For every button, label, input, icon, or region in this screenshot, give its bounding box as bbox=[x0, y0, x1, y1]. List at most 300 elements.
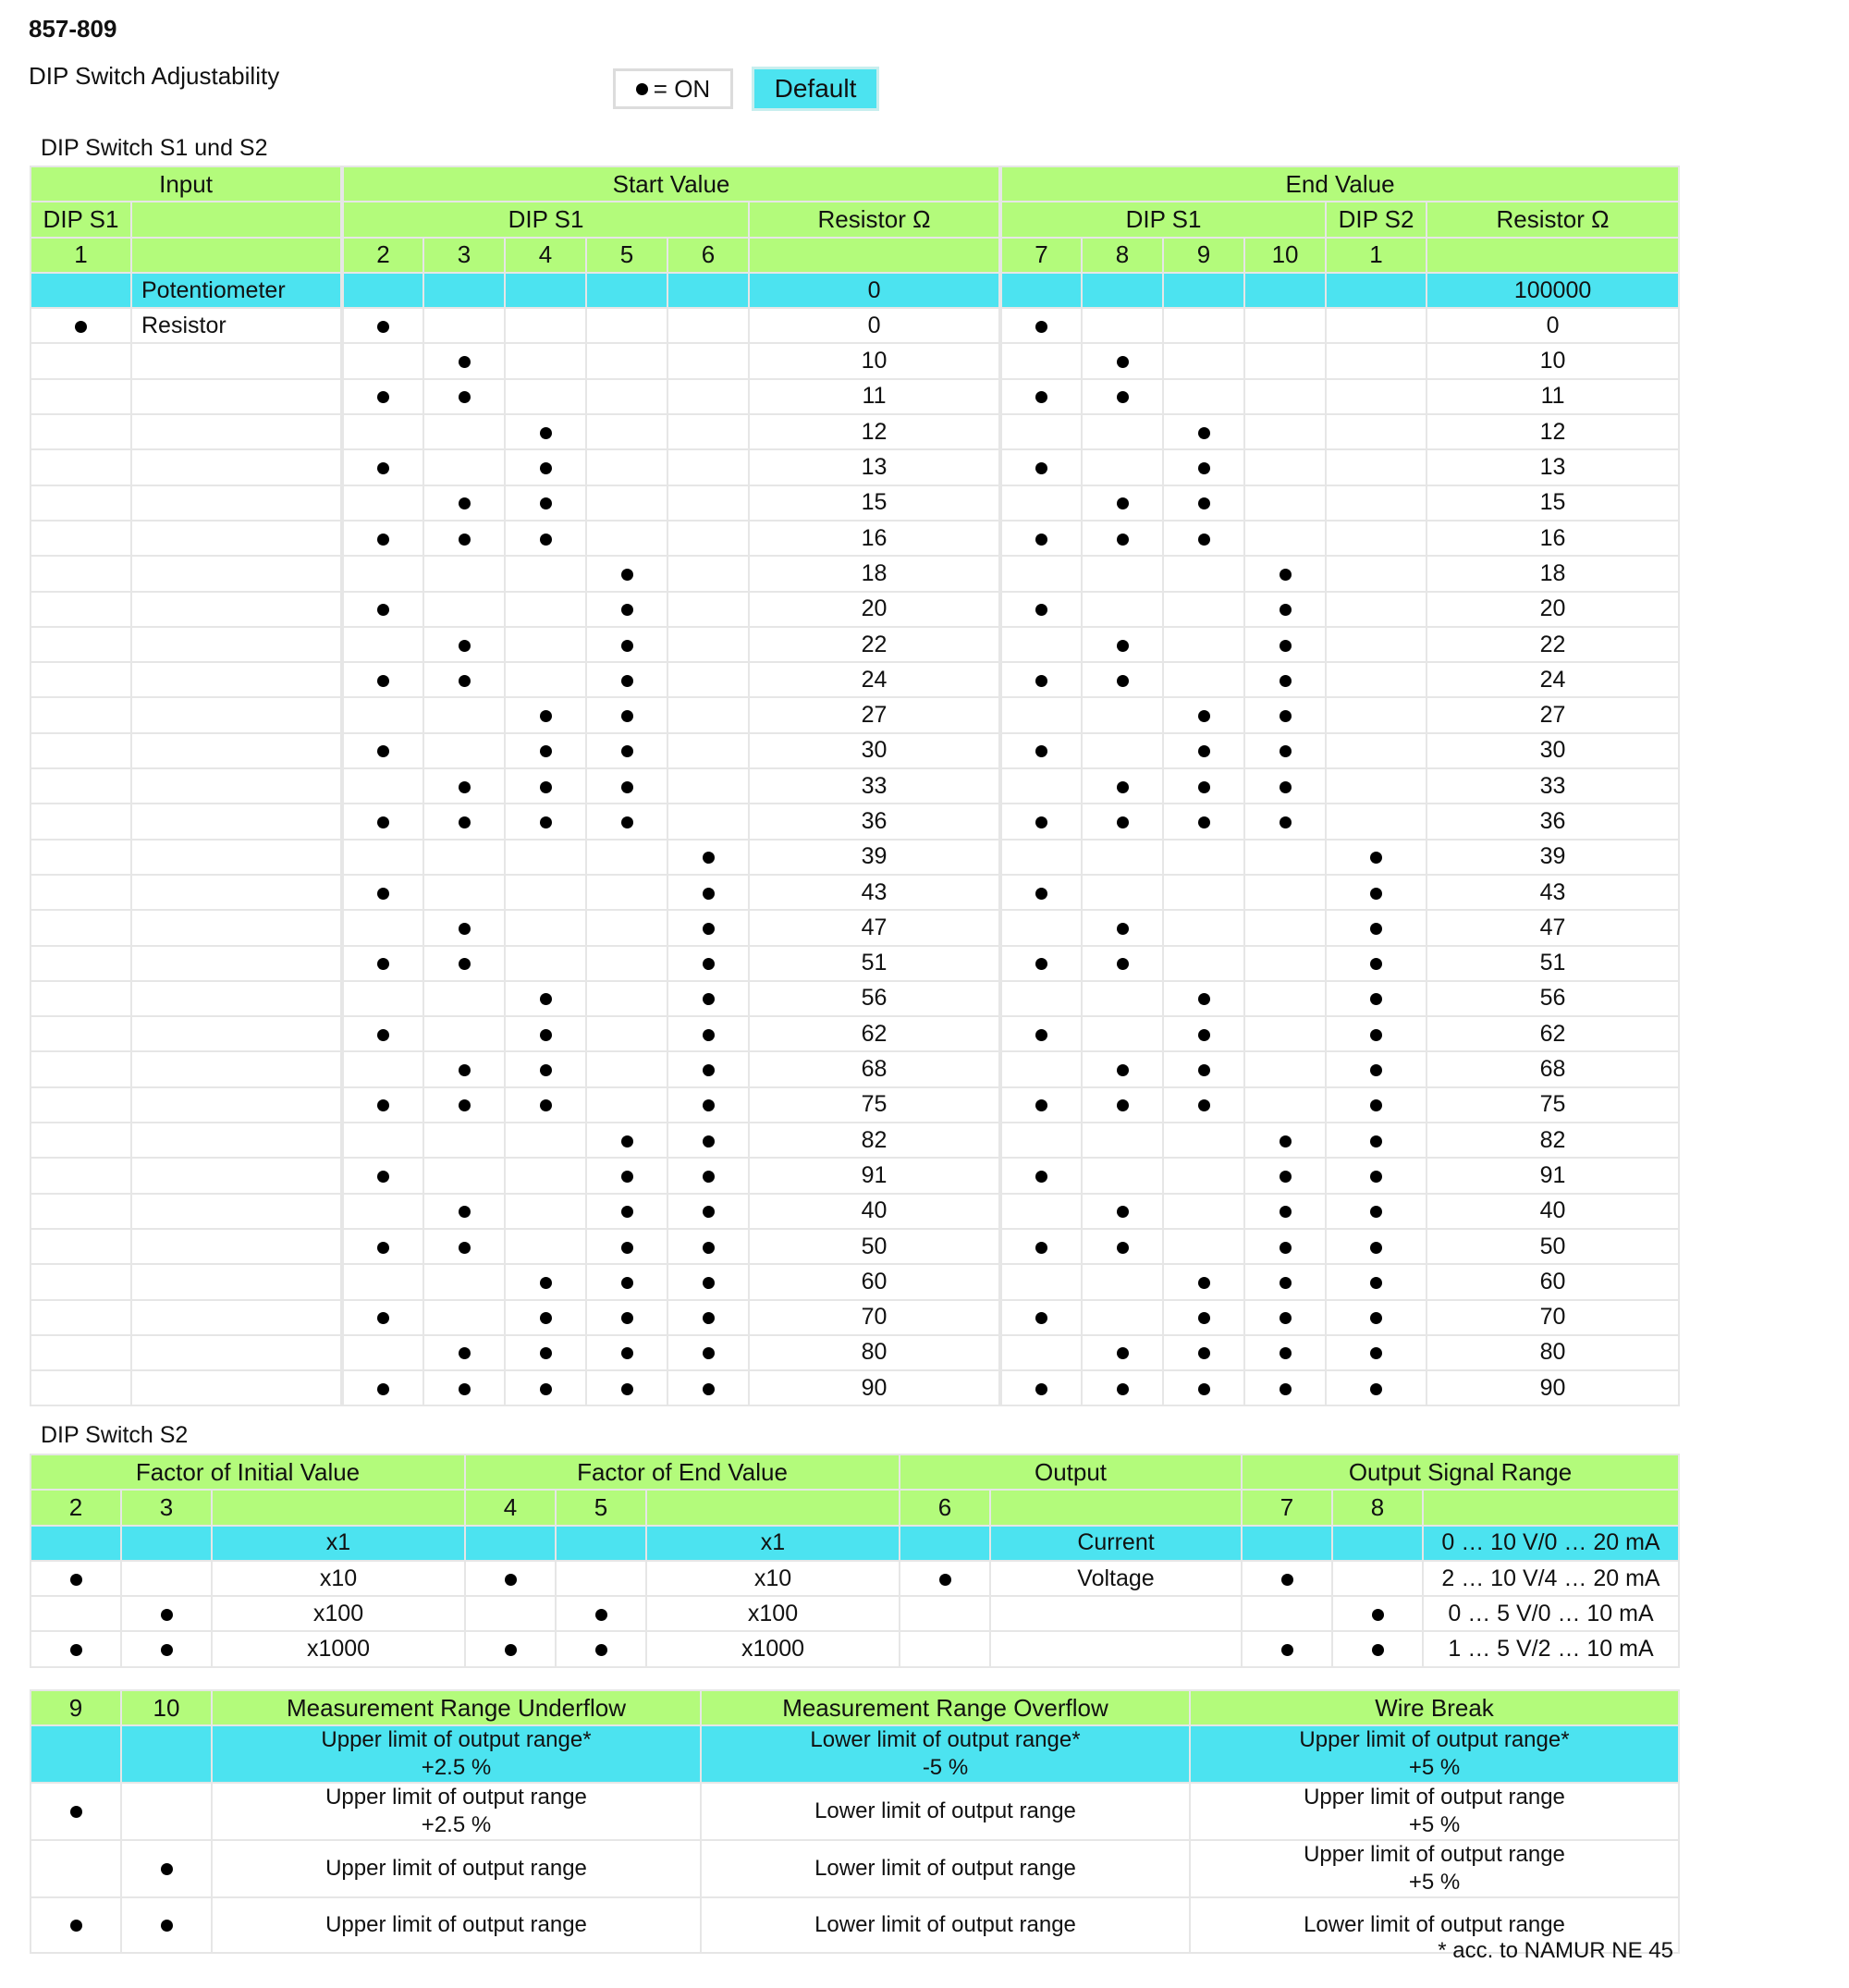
input-name bbox=[131, 1370, 342, 1405]
dip-cell bbox=[667, 485, 749, 521]
dip-cell bbox=[667, 273, 749, 308]
legend-on bbox=[613, 68, 733, 109]
dip-cell bbox=[1326, 449, 1427, 485]
input-name bbox=[131, 379, 342, 414]
table-row bbox=[31, 1229, 1679, 1264]
on-dot-icon bbox=[1117, 356, 1129, 368]
col-header-empty bbox=[131, 238, 342, 273]
dip-cell bbox=[586, 697, 667, 732]
on-dot-icon bbox=[1281, 1644, 1293, 1656]
overflow-cell-line1: Lower limit of output range bbox=[814, 1912, 1076, 1937]
dip-cell bbox=[423, 1051, 505, 1086]
dip-cell bbox=[1244, 521, 1326, 556]
on-dot-icon bbox=[459, 1347, 471, 1359]
on-dot-icon bbox=[595, 1644, 607, 1656]
input-name bbox=[131, 875, 342, 910]
dip-cell bbox=[1326, 1335, 1427, 1370]
dip-cell bbox=[1163, 521, 1244, 556]
on-dot-icon bbox=[540, 1099, 552, 1111]
group-header-output: Output bbox=[900, 1454, 1242, 1490]
table-row bbox=[31, 449, 1679, 485]
signal-range: 0 … 10 V/0 … 20 mA bbox=[1423, 1526, 1679, 1561]
start-resistor-value: 70 bbox=[749, 1300, 1000, 1335]
on-dot-icon bbox=[1280, 1206, 1292, 1218]
dip-cell bbox=[1244, 308, 1326, 343]
dip-cell bbox=[1326, 910, 1427, 945]
on-dot-icon bbox=[703, 993, 715, 1005]
dip-cell bbox=[1082, 1300, 1163, 1335]
dip-cell bbox=[900, 1631, 990, 1666]
wire-break-cell-line2: +5 % bbox=[1408, 1870, 1461, 1895]
col-header: 3 bbox=[423, 238, 505, 273]
dip-cell bbox=[342, 946, 423, 981]
dip-cell bbox=[1000, 662, 1082, 697]
dip-cell bbox=[586, 379, 667, 414]
input-name bbox=[131, 449, 342, 485]
on-dot-icon bbox=[1280, 1383, 1292, 1395]
input-name bbox=[131, 840, 342, 875]
dip-cell bbox=[1242, 1526, 1332, 1561]
dip-cell bbox=[1163, 733, 1244, 768]
dip-cell bbox=[1000, 946, 1082, 981]
on-dot-icon bbox=[621, 675, 633, 687]
on-dot-icon bbox=[703, 852, 715, 864]
dip-cell bbox=[1082, 1051, 1163, 1086]
table-row bbox=[31, 414, 1679, 449]
dip-cell bbox=[586, 840, 667, 875]
dip-cell bbox=[667, 592, 749, 627]
table-row bbox=[31, 556, 1679, 591]
output-type bbox=[990, 1596, 1242, 1631]
end-resistor-value: 36 bbox=[1427, 804, 1679, 839]
dip-cell bbox=[121, 1897, 212, 1953]
on-dot-icon bbox=[1198, 1099, 1210, 1111]
end-resistor-value: 27 bbox=[1427, 697, 1679, 732]
input-dip-cell bbox=[31, 768, 131, 804]
on-dot-icon bbox=[1117, 1064, 1129, 1076]
table-row bbox=[31, 1370, 1679, 1405]
dip-cell bbox=[423, 875, 505, 910]
wire-break-cell-line1: Upper limit of output range bbox=[1304, 1785, 1565, 1810]
dip-cell bbox=[1000, 556, 1082, 591]
table-row bbox=[31, 662, 1679, 697]
dip-cell bbox=[121, 1596, 212, 1631]
dip-cell bbox=[1000, 1087, 1082, 1123]
col-header-empty bbox=[212, 1490, 465, 1525]
dip-cell bbox=[667, 768, 749, 804]
dip-cell bbox=[1000, 1370, 1082, 1405]
dip-cell bbox=[31, 1725, 121, 1783]
dip-cell bbox=[1244, 556, 1326, 591]
on-dot-icon bbox=[377, 1029, 389, 1041]
dip-cell bbox=[1000, 592, 1082, 627]
dip-cell bbox=[667, 1229, 749, 1264]
dip-cell bbox=[1000, 1051, 1082, 1086]
overflow-cell-line2: -5 % bbox=[922, 1755, 969, 1780]
table-row bbox=[31, 521, 1679, 556]
on-dot-icon bbox=[377, 888, 389, 900]
on-dot-icon bbox=[459, 1064, 471, 1076]
on-dot-icon bbox=[540, 427, 552, 439]
input-dip-cell bbox=[31, 1123, 131, 1158]
input-dip-cell bbox=[31, 308, 131, 343]
dip-cell bbox=[505, 1229, 586, 1264]
start-resistor-value: 15 bbox=[749, 485, 1000, 521]
dip-cell bbox=[1332, 1526, 1423, 1561]
dip-cell bbox=[1082, 556, 1163, 591]
table-row bbox=[31, 379, 1679, 414]
end-resistor-value: 68 bbox=[1427, 1051, 1679, 1086]
dip-cell bbox=[1326, 1158, 1427, 1193]
on-dot-icon bbox=[1035, 1242, 1047, 1254]
on-dot-icon bbox=[621, 1277, 633, 1289]
dip-cell bbox=[1082, 1194, 1163, 1229]
input-name bbox=[131, 733, 342, 768]
on-dot-icon bbox=[1370, 1029, 1382, 1041]
on-dot-icon bbox=[540, 534, 552, 546]
on-dot-icon bbox=[1117, 781, 1129, 793]
on-dot-icon bbox=[1198, 1312, 1210, 1324]
dip-cell bbox=[1082, 485, 1163, 521]
start-resistor-value: 91 bbox=[749, 1158, 1000, 1193]
wire-break-cell bbox=[1190, 1783, 1679, 1840]
dip-cell bbox=[1082, 627, 1163, 662]
dip-cell bbox=[423, 840, 505, 875]
dip-cell bbox=[1082, 697, 1163, 732]
dip-cell bbox=[1000, 1229, 1082, 1264]
on-dot-icon bbox=[1370, 852, 1382, 864]
dip-cell bbox=[1082, 343, 1163, 378]
dip-cell bbox=[586, 804, 667, 839]
col-header: 4 bbox=[505, 238, 586, 273]
input-dip-cell bbox=[31, 1016, 131, 1051]
on-dot-icon bbox=[703, 923, 715, 935]
dip-cell bbox=[1000, 343, 1082, 378]
dip-cell bbox=[505, 1016, 586, 1051]
table-row bbox=[31, 910, 1679, 945]
on-dot-icon bbox=[377, 534, 389, 546]
dip-cell bbox=[423, 343, 505, 378]
on-dot-icon bbox=[377, 604, 389, 616]
dip-cell bbox=[1244, 273, 1326, 308]
dip-cell bbox=[1000, 768, 1082, 804]
end-resistor-value: 0 bbox=[1427, 308, 1679, 343]
input-name bbox=[131, 1194, 342, 1229]
on-dot-icon bbox=[1198, 993, 1210, 1005]
dip-cell bbox=[342, 804, 423, 839]
on-dot-icon bbox=[1280, 1242, 1292, 1254]
on-dot-icon bbox=[1035, 462, 1047, 474]
on-dot-icon bbox=[703, 1242, 715, 1254]
dip-cell bbox=[1163, 1194, 1244, 1229]
on-dot-icon bbox=[459, 640, 471, 652]
dip-cell bbox=[1163, 1087, 1244, 1123]
dip-cell bbox=[505, 1335, 586, 1370]
on-dot-icon bbox=[1280, 710, 1292, 722]
table-row bbox=[31, 1840, 1679, 1897]
col-header: 10 bbox=[1244, 238, 1326, 273]
dip-cell bbox=[423, 308, 505, 343]
on-dot-icon bbox=[1035, 391, 1047, 403]
table-row bbox=[31, 804, 1679, 839]
input-name bbox=[131, 592, 342, 627]
col-header: 2 bbox=[31, 1490, 121, 1525]
dip-cell bbox=[342, 343, 423, 378]
dip-s1-s2-table bbox=[30, 166, 1680, 1406]
dip-cell bbox=[1163, 697, 1244, 732]
dip-cell bbox=[586, 1051, 667, 1086]
dip-cell bbox=[423, 1370, 505, 1405]
end-resistor-value: 18 bbox=[1427, 556, 1679, 591]
input-dip-cell bbox=[31, 379, 131, 414]
on-dot-icon bbox=[505, 1644, 517, 1656]
dip-cell bbox=[1326, 627, 1427, 662]
dip-cell bbox=[1244, 485, 1326, 521]
input-name bbox=[131, 1158, 342, 1193]
on-dot-icon bbox=[1117, 958, 1129, 970]
dip-cell bbox=[1082, 1335, 1163, 1370]
dip-cell bbox=[342, 733, 423, 768]
dip-cell bbox=[31, 1596, 121, 1631]
on-dot-icon bbox=[621, 640, 633, 652]
col-header: 9 bbox=[31, 1690, 121, 1725]
dip-cell bbox=[667, 733, 749, 768]
group-header-end-factor: Factor of End Value bbox=[465, 1454, 900, 1490]
on-dot-icon bbox=[161, 1644, 173, 1656]
dip-cell bbox=[342, 273, 423, 308]
on-dot-icon bbox=[621, 1135, 633, 1147]
dip-cell bbox=[423, 662, 505, 697]
dip-cell bbox=[423, 485, 505, 521]
start-resistor-value: 51 bbox=[749, 946, 1000, 981]
dip-cell bbox=[1326, 768, 1427, 804]
dip-cell bbox=[342, 556, 423, 591]
dip-cell bbox=[586, 1335, 667, 1370]
dip-cell bbox=[1000, 804, 1082, 839]
output-type: Current bbox=[990, 1526, 1242, 1561]
dip-cell bbox=[505, 1087, 586, 1123]
dip-cell bbox=[423, 449, 505, 485]
dip-cell bbox=[342, 414, 423, 449]
dip-cell bbox=[1244, 1051, 1326, 1086]
start-resistor-value: 22 bbox=[749, 627, 1000, 662]
input-name bbox=[131, 485, 342, 521]
dip-cell bbox=[423, 1300, 505, 1335]
dip-cell bbox=[423, 521, 505, 556]
dip-cell bbox=[1000, 414, 1082, 449]
dip-cell bbox=[667, 556, 749, 591]
table-row bbox=[31, 1194, 1679, 1229]
on-dot-icon bbox=[1370, 1312, 1382, 1324]
col-header-empty bbox=[749, 238, 1000, 273]
dip-cell bbox=[586, 981, 667, 1016]
on-dot-icon bbox=[459, 816, 471, 828]
end-resistor-value: 22 bbox=[1427, 627, 1679, 662]
overflow-cell bbox=[701, 1725, 1190, 1783]
start-resistor-value: 27 bbox=[749, 697, 1000, 732]
dip-cell bbox=[121, 1631, 212, 1666]
on-dot-icon bbox=[621, 1383, 633, 1395]
on-dot-icon bbox=[1035, 1383, 1047, 1395]
dip-cell bbox=[1244, 1123, 1326, 1158]
dip-cell bbox=[1326, 1016, 1427, 1051]
dip-cell bbox=[423, 804, 505, 839]
end-resistor-value: 100000 bbox=[1427, 273, 1679, 308]
dip-cell bbox=[505, 840, 586, 875]
table-row bbox=[31, 592, 1679, 627]
dip-cell bbox=[342, 1016, 423, 1051]
initial-factor: x10 bbox=[212, 1561, 465, 1596]
table-row bbox=[31, 1158, 1679, 1193]
end-resistor-value: 51 bbox=[1427, 946, 1679, 981]
dip-cell bbox=[667, 1335, 749, 1370]
on-dot-icon bbox=[1117, 497, 1129, 509]
on-dot-icon bbox=[1035, 1171, 1047, 1183]
dip-cell bbox=[1326, 981, 1427, 1016]
table1-label: DIP Switch S1 und S2 bbox=[41, 135, 268, 161]
dip-cell bbox=[423, 946, 505, 981]
dip-cell bbox=[1326, 308, 1427, 343]
wire-break-cell-line1: Lower limit of output range bbox=[1304, 1912, 1565, 1937]
dip-cell bbox=[342, 1370, 423, 1405]
input-name bbox=[131, 1016, 342, 1051]
input-name bbox=[131, 556, 342, 591]
dip-cell bbox=[505, 1370, 586, 1405]
col-header: 2 bbox=[342, 238, 423, 273]
dip-cell bbox=[667, 697, 749, 732]
on-dot-icon bbox=[1035, 958, 1047, 970]
wire-break-cell-line2: +5 % bbox=[1408, 1755, 1461, 1780]
dip-s2-error-table bbox=[30, 1689, 1680, 1954]
on-dot-icon bbox=[1117, 1099, 1129, 1111]
on-dot-icon bbox=[459, 1206, 471, 1218]
on-dot-icon bbox=[70, 1644, 82, 1656]
dip-cell bbox=[1000, 627, 1082, 662]
input-name bbox=[131, 1264, 342, 1299]
input-name bbox=[131, 981, 342, 1016]
dip-cell bbox=[667, 875, 749, 910]
dip-cell bbox=[1082, 1264, 1163, 1299]
wire-break-cell-line1: Upper limit of output range* bbox=[1299, 1727, 1570, 1752]
start-resistor-value: 68 bbox=[749, 1051, 1000, 1086]
dip-cell bbox=[1163, 1335, 1244, 1370]
page-subtitle: DIP Switch Adjustability bbox=[29, 62, 280, 90]
dip-cell bbox=[1244, 1194, 1326, 1229]
end-resistor-value: 24 bbox=[1427, 662, 1679, 697]
on-dot-icon bbox=[540, 1029, 552, 1041]
dip-cell bbox=[121, 1840, 212, 1897]
dip-cell bbox=[31, 1526, 121, 1561]
on-dot-icon bbox=[1198, 1064, 1210, 1076]
on-dot-icon bbox=[70, 1920, 82, 1932]
dip-cell bbox=[586, 1123, 667, 1158]
input-dip-cell bbox=[31, 485, 131, 521]
table-row bbox=[31, 1631, 1679, 1666]
col-header: 5 bbox=[556, 1490, 646, 1525]
dip-cell bbox=[1326, 1051, 1427, 1086]
on-dot-icon bbox=[703, 1206, 715, 1218]
dip-cell bbox=[1000, 733, 1082, 768]
dip-s2-table bbox=[30, 1454, 1680, 1668]
input-dip-cell bbox=[31, 627, 131, 662]
wire-break-cell-line2: +5 % bbox=[1408, 1812, 1461, 1837]
on-dot-icon bbox=[1035, 816, 1047, 828]
start-resistor-value: 39 bbox=[749, 840, 1000, 875]
dip-cell bbox=[1244, 1335, 1326, 1370]
end-factor: x100 bbox=[646, 1596, 900, 1631]
dip-cell bbox=[667, 1370, 749, 1405]
dip-cell bbox=[1326, 521, 1427, 556]
dip-cell bbox=[586, 521, 667, 556]
on-dot-icon bbox=[1280, 745, 1292, 757]
on-dot-icon bbox=[1035, 604, 1047, 616]
dip-cell bbox=[586, 1087, 667, 1123]
dip-cell bbox=[1082, 946, 1163, 981]
dip-cell bbox=[586, 592, 667, 627]
on-dot-icon bbox=[621, 1312, 633, 1324]
dip-cell bbox=[1082, 308, 1163, 343]
dip-cell bbox=[586, 1194, 667, 1229]
dip-cell bbox=[505, 981, 586, 1016]
dip-cell bbox=[667, 1051, 749, 1086]
dip-cell bbox=[1000, 308, 1082, 343]
dip-cell bbox=[1000, 1300, 1082, 1335]
group-header-signal-range: Output Signal Range bbox=[1242, 1454, 1679, 1490]
end-resistor-value: 60 bbox=[1427, 1264, 1679, 1299]
input-name bbox=[131, 910, 342, 945]
on-dot-icon bbox=[703, 1312, 715, 1324]
on-dot-icon bbox=[1117, 534, 1129, 546]
start-resistor-value: 33 bbox=[749, 768, 1000, 804]
dip-cell bbox=[1163, 981, 1244, 1016]
dip-cell bbox=[505, 1123, 586, 1158]
on-dot-icon bbox=[1117, 640, 1129, 652]
on-dot-icon bbox=[70, 1574, 82, 1586]
end-resistor-value: 82 bbox=[1427, 1123, 1679, 1158]
on-dot-icon bbox=[1370, 1277, 1382, 1289]
dip-cell bbox=[1000, 449, 1082, 485]
dip-cell bbox=[586, 556, 667, 591]
underflow-cell bbox=[212, 1725, 701, 1783]
dip-cell bbox=[586, 343, 667, 378]
dip-cell bbox=[1163, 1300, 1244, 1335]
on-dot-icon bbox=[377, 1099, 389, 1111]
input-dip-cell bbox=[31, 1335, 131, 1370]
dip-cell bbox=[342, 1335, 423, 1370]
output-type: Voltage bbox=[990, 1561, 1242, 1596]
on-dot-icon bbox=[1198, 1347, 1210, 1359]
on-dot-icon bbox=[540, 781, 552, 793]
on-dot-icon bbox=[1198, 427, 1210, 439]
on-dot-icon bbox=[1370, 1135, 1382, 1147]
start-resistor-value: 13 bbox=[749, 449, 1000, 485]
dip-cell bbox=[1082, 1123, 1163, 1158]
col-header: 7 bbox=[1242, 1490, 1332, 1525]
dip-cell bbox=[1163, 804, 1244, 839]
on-dot-icon bbox=[1370, 1099, 1382, 1111]
dip-cell bbox=[1163, 1016, 1244, 1051]
on-dot-icon bbox=[703, 1171, 715, 1183]
start-resistor-value: 20 bbox=[749, 592, 1000, 627]
overflow-cell-line1: Lower limit of output range* bbox=[810, 1727, 1081, 1752]
input-name: Potentiometer bbox=[131, 273, 342, 308]
dip-cell bbox=[342, 1158, 423, 1193]
dip-cell bbox=[423, 1016, 505, 1051]
end-resistor-value: 33 bbox=[1427, 768, 1679, 804]
input-dip-cell bbox=[31, 273, 131, 308]
overflow-cell bbox=[701, 1840, 1190, 1897]
on-dot-icon bbox=[459, 534, 471, 546]
